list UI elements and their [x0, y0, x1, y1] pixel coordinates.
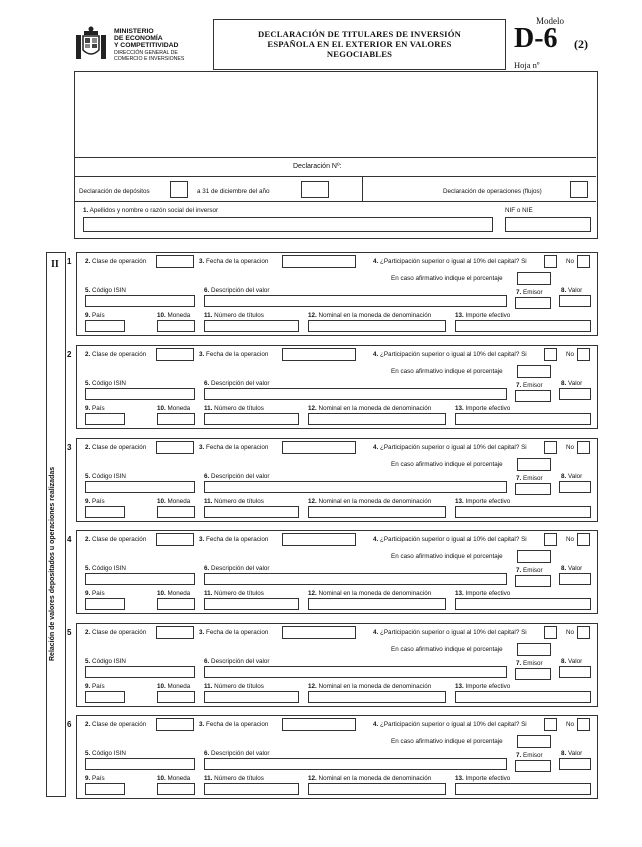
operation-block [76, 715, 598, 799]
emisor-label: Emisor [523, 567, 543, 574]
titulos-field[interactable] [204, 506, 299, 518]
field-number: 5. [85, 565, 91, 572]
isin-field[interactable] [85, 573, 195, 585]
porcentaje-label: En caso afirmativo indique el porcentaje [391, 461, 503, 468]
fecha-label: Fecha de la operacion [206, 258, 269, 265]
participacion-si-checkbox[interactable] [544, 348, 557, 361]
apellidos-label: Apellidos y nombre o razón social del inversor [89, 207, 219, 214]
valor-label: Valor [568, 565, 583, 572]
fecha-field[interactable] [282, 626, 356, 639]
emisor-field[interactable] [515, 760, 551, 772]
clase-label: Clase de operación [92, 351, 147, 358]
pais-field[interactable] [85, 506, 125, 518]
descripcion-field[interactable] [204, 666, 507, 678]
participacion-label: ¿Participación superior o igual al 10% del capital? Si [380, 444, 527, 451]
importe-field[interactable] [455, 506, 591, 518]
identification-section [74, 71, 598, 239]
nominal-label: Nominal en la moneda de denominación [318, 775, 432, 782]
moneda-field[interactable] [157, 320, 195, 332]
field-number: 12. [308, 405, 317, 412]
porcentaje-field[interactable] [517, 735, 551, 748]
participacion-si-checkbox[interactable] [544, 533, 557, 546]
descripcion-label: Descripción del valor [211, 380, 270, 387]
pais-field[interactable] [85, 413, 125, 425]
field-number: 9. [85, 405, 91, 412]
direccion-line-1: DIRECCIÓN GENERAL DE [114, 50, 178, 56]
titulos-label: Número de títulos [214, 312, 264, 319]
titulos-label: Número de títulos [214, 775, 264, 782]
participacion-no-checkbox[interactable] [577, 533, 590, 546]
isin-field[interactable] [85, 295, 195, 307]
ministry-line-2: DE ECONOMÍA [114, 35, 163, 42]
fecha-anio-label: a 31 de diciembre del año [197, 188, 270, 195]
participacion-no-label: No [566, 536, 575, 543]
titulos-label: Número de títulos [214, 405, 264, 412]
ministry-logo [72, 25, 110, 63]
participacion-no-label: No [566, 258, 575, 265]
field-number: 4. [373, 536, 379, 543]
field-number: 6. [204, 750, 210, 757]
fecha-label: Fecha de la operacion [206, 444, 269, 451]
field-number: 3. [199, 629, 205, 636]
field-number: 13. [455, 683, 464, 690]
field-number: 13. [455, 312, 464, 319]
form-title [214, 29, 505, 59]
porcentaje-field[interactable] [517, 643, 551, 656]
isin-label: Código ISIN [92, 473, 126, 480]
moneda-label: Moneda [167, 683, 191, 690]
field-number: 11. [204, 498, 213, 505]
pais-label: País [92, 498, 105, 505]
section-ii-sidebar [46, 252, 66, 797]
clase-label: Clase de operación [92, 629, 147, 636]
field-number: 5. [85, 750, 91, 757]
valor-field[interactable] [559, 388, 591, 400]
emisor-field[interactable] [515, 297, 551, 309]
titulos-field[interactable] [204, 413, 299, 425]
modelo-label: Modelo [536, 16, 564, 26]
field-number: 10. [157, 498, 166, 505]
pais-field[interactable] [85, 320, 125, 332]
field-number: 10. [157, 590, 166, 597]
titulos-field[interactable] [204, 598, 299, 610]
field-number: 13. [455, 498, 464, 505]
porcentaje-field[interactable] [517, 550, 551, 563]
descripcion-field[interactable] [204, 295, 507, 307]
operation-block [76, 345, 598, 429]
operation-number: 6 [67, 720, 72, 729]
clase-field[interactable] [156, 255, 194, 268]
nominal-label: Nominal en la moneda de denominación [318, 312, 432, 319]
participacion-no-label: No [566, 444, 575, 451]
field-number: 11. [204, 590, 213, 597]
field-number: 12. [308, 312, 317, 319]
porcentaje-label: En caso afirmativo indique el porcentaje [391, 738, 503, 745]
fecha-field[interactable] [282, 255, 356, 268]
importe-field[interactable] [455, 320, 591, 332]
field-number: 13. [455, 590, 464, 597]
modelo-sub: (2) [574, 37, 588, 51]
field-number: 9. [85, 775, 91, 782]
porcentaje-label: En caso afirmativo indique el porcentaje [391, 553, 503, 560]
isin-field[interactable] [85, 388, 195, 400]
pais-field[interactable] [85, 691, 125, 703]
isin-label: Código ISIN [92, 750, 126, 757]
valor-field[interactable] [559, 295, 591, 307]
descripcion-field[interactable] [204, 758, 507, 770]
titulos-field[interactable] [204, 320, 299, 332]
fecha-field[interactable] [282, 348, 356, 361]
emisor-label: Emisor [523, 475, 543, 482]
operation-number: 4 [67, 535, 72, 544]
field-number: 5. [85, 380, 91, 387]
field-number: 7. [516, 382, 522, 389]
operation-block [76, 438, 598, 522]
moneda-field[interactable] [157, 506, 195, 518]
clase-field[interactable] [156, 718, 194, 731]
pais-field[interactable] [85, 783, 125, 795]
pais-label: País [92, 683, 105, 690]
field-number: 2. [85, 721, 91, 728]
emisor-field[interactable] [515, 390, 551, 402]
moneda-label: Moneda [167, 312, 191, 319]
fecha-field[interactable] [282, 718, 356, 731]
descripcion-field[interactable] [204, 481, 507, 493]
fecha-field[interactable] [282, 533, 356, 546]
pais-label: País [92, 405, 105, 412]
field-number: 13. [455, 405, 464, 412]
operation-number: 5 [67, 628, 72, 637]
moneda-label: Moneda [167, 775, 191, 782]
field-number: 6. [204, 658, 210, 665]
section-ii-roman: II [51, 259, 59, 270]
field-number: 6. [204, 287, 210, 294]
operation-block [76, 623, 598, 707]
nif-field[interactable] [505, 217, 591, 232]
nif-label: NIF o NIE [505, 207, 533, 214]
field-number: 3. [199, 351, 205, 358]
operation-number: 1 [67, 257, 72, 266]
participacion-label: ¿Participación superior o igual al 10% del capital? Si [380, 258, 527, 265]
titulos-field[interactable] [204, 783, 299, 795]
fecha-label: Fecha de la operacion [206, 629, 269, 636]
ministry-name [114, 28, 178, 49]
importe-label: Importe efectivo [465, 312, 511, 319]
field-number: 10. [157, 405, 166, 412]
titulos-label: Número de títulos [214, 590, 264, 597]
valor-label: Valor [568, 473, 583, 480]
participacion-si-checkbox[interactable] [544, 718, 557, 731]
porcentaje-field[interactable] [517, 458, 551, 471]
participacion-no-label: No [566, 629, 575, 636]
field-number: 4. [373, 721, 379, 728]
isin-field[interactable] [85, 481, 195, 493]
nominal-label: Nominal en la moneda de denominación [318, 683, 432, 690]
participacion-no-checkbox[interactable] [577, 348, 590, 361]
nominal-label: Nominal en la moneda de denominación [318, 405, 432, 412]
field-number: 7. [516, 289, 522, 296]
nominal-label: Nominal en la moneda de denominación [318, 590, 432, 597]
field-number: 10. [157, 775, 166, 782]
descripcion-label: Descripción del valor [211, 750, 270, 757]
deposito-checkbox[interactable] [170, 181, 188, 198]
fecha-field[interactable] [282, 441, 356, 454]
porcentaje-label: En caso afirmativo indique el porcentaje [391, 275, 503, 282]
form-title-line-3: NEGOCIABLES [326, 49, 393, 59]
field-number: 12. [308, 590, 317, 597]
field-number: 2. [85, 351, 91, 358]
participacion-label: ¿Participación superior o igual al 10% del capital? Si [380, 721, 527, 728]
field-number: 9. [85, 590, 91, 597]
moneda-field[interactable] [157, 783, 195, 795]
field-number: 5. [85, 287, 91, 294]
field-number: 8. [561, 473, 567, 480]
isin-label: Código ISIN [92, 287, 126, 294]
section-ii-vertical-label: Relación de valores depositados u operaciones realizadas [49, 466, 56, 661]
ministry-line-1: MINISTERIO [114, 28, 154, 35]
field-number: 13. [455, 775, 464, 782]
titulos-label: Número de títulos [214, 683, 264, 690]
emisor-label: Emisor [523, 660, 543, 667]
field-number: 2. [85, 536, 91, 543]
coat-of-arms-icon [72, 25, 110, 63]
importe-field[interactable] [455, 783, 591, 795]
hoja-label: Hoja nº [514, 60, 540, 70]
emisor-label: Emisor [523, 382, 543, 389]
divider [75, 157, 596, 158]
field-number: 3. [199, 721, 205, 728]
operation-block [76, 530, 598, 614]
emisor-field[interactable] [515, 483, 551, 495]
field-number: 9. [85, 683, 91, 690]
clase-label: Clase de operación [92, 258, 147, 265]
fecha-label: Fecha de la operacion [206, 721, 269, 728]
deposito-label: Declaración de depósitos [79, 188, 150, 195]
participacion-si-checkbox[interactable] [544, 255, 557, 268]
valor-label: Valor [568, 380, 583, 387]
emisor-field[interactable] [515, 575, 551, 587]
participacion-no-checkbox[interactable] [577, 718, 590, 731]
descripcion-field[interactable] [204, 573, 507, 585]
nominal-label: Nominal en la moneda de denominación [318, 498, 432, 505]
field-number: 8. [561, 565, 567, 572]
descripcion-label: Descripción del valor [211, 473, 270, 480]
field-number: 7. [516, 660, 522, 667]
field-number: 8. [561, 380, 567, 387]
importe-label: Importe efectivo [465, 498, 511, 505]
titulos-field[interactable] [204, 691, 299, 703]
field-number: 3. [199, 444, 205, 451]
participacion-si-checkbox[interactable] [544, 626, 557, 639]
field-number: 8. [561, 287, 567, 294]
moneda-label: Moneda [167, 405, 191, 412]
form-title-line-1: DECLARACIÓN DE TITULARES DE INVERSIÓN [257, 29, 462, 39]
form-title-box [213, 19, 506, 70]
clase-field[interactable] [156, 626, 194, 639]
participacion-no-label: No [566, 721, 575, 728]
field-number: 7. [516, 475, 522, 482]
modelo-code: D-6 [514, 23, 558, 54]
field-number: 11. [204, 312, 213, 319]
isin-label: Código ISIN [92, 380, 126, 387]
field-number: 5. [85, 658, 91, 665]
field-number: 2. [85, 629, 91, 636]
operaciones-label: Declaración de operaciones (flujos) [443, 188, 542, 195]
clase-field[interactable] [156, 533, 194, 546]
isin-field[interactable] [85, 758, 195, 770]
clase-label: Clase de operación [92, 721, 147, 728]
importe-field[interactable] [455, 413, 591, 425]
nominal-field[interactable] [308, 413, 446, 425]
moneda-field[interactable] [157, 413, 195, 425]
pais-label: País [92, 590, 105, 597]
valor-field[interactable] [559, 666, 591, 678]
divider [75, 201, 596, 202]
clase-field[interactable] [156, 441, 194, 454]
field-number: 4. [373, 444, 379, 451]
valor-label: Valor [568, 287, 583, 294]
valor-field[interactable] [559, 573, 591, 585]
operaciones-checkbox[interactable] [570, 181, 588, 198]
emisor-label: Emisor [523, 752, 543, 759]
ministry-line-3: Y COMPETITIVIDAD [114, 42, 179, 49]
descripcion-label: Descripción del valor [211, 658, 270, 665]
operation-number: 2 [67, 350, 72, 359]
descripcion-label: Descripción del valor [211, 565, 270, 572]
descripcion-label: Descripción del valor [211, 287, 270, 294]
field-number: 7. [516, 752, 522, 759]
valor-field[interactable] [559, 758, 591, 770]
valor-label: Valor [568, 750, 583, 757]
pais-label: País [92, 775, 105, 782]
participacion-no-checkbox[interactable] [577, 626, 590, 639]
operation-number: 3 [67, 443, 72, 452]
field-number: 11. [204, 405, 213, 412]
moneda-field[interactable] [157, 691, 195, 703]
participacion-no-label: No [566, 351, 575, 358]
participacion-label: ¿Participación superior o igual al 10% del capital? Si [380, 536, 527, 543]
titulos-label: Número de títulos [214, 498, 264, 505]
valor-field[interactable] [559, 481, 591, 493]
isin-label: Código ISIN [92, 658, 126, 665]
nominal-field[interactable] [308, 320, 446, 332]
field-number: 4. [373, 258, 379, 265]
fecha-label: Fecha de la operacion [206, 351, 269, 358]
porcentaje-field[interactable] [517, 365, 551, 378]
participacion-label: ¿Participación superior o igual al 10% del capital? Si [380, 629, 527, 636]
operation-block [76, 252, 598, 336]
field-number: 7. [516, 567, 522, 574]
form-title-line-2: ESPAÑOLA EN EL EXTERIOR EN VALORES [267, 39, 452, 49]
importe-label: Importe efectivo [465, 775, 511, 782]
clase-field[interactable] [156, 348, 194, 361]
moneda-label: Moneda [167, 590, 191, 597]
field-number: 9. [85, 312, 91, 319]
field-number: 6. [204, 565, 210, 572]
participacion-no-checkbox[interactable] [577, 441, 590, 454]
clase-label: Clase de operación [92, 536, 147, 543]
field-number: 4. [373, 629, 379, 636]
year-field[interactable] [301, 181, 329, 198]
nominal-field[interactable] [308, 598, 446, 610]
field-number: 2. [85, 444, 91, 451]
importe-field[interactable] [455, 598, 591, 610]
importe-label: Importe efectivo [465, 683, 511, 690]
emisor-field[interactable] [515, 668, 551, 680]
importe-field[interactable] [455, 691, 591, 703]
field-number: 12. [308, 775, 317, 782]
valor-label: Valor [568, 658, 583, 665]
field-number: 11. [204, 683, 213, 690]
participacion-si-checkbox[interactable] [544, 441, 557, 454]
porcentaje-field[interactable] [517, 272, 551, 285]
field-number: 8. [561, 658, 567, 665]
fecha-label: Fecha de la operacion [206, 536, 269, 543]
importe-label: Importe efectivo [465, 590, 511, 597]
apellidos-field[interactable] [83, 217, 493, 232]
field-number: 3. [199, 258, 205, 265]
divider [75, 176, 596, 177]
field-number: 3. [199, 536, 205, 543]
divider [362, 176, 363, 201]
clase-label: Clase de operación [92, 444, 147, 451]
declaracion-n-label: Declaración Nº: [293, 163, 342, 170]
porcentaje-label: En caso afirmativo indique el porcentaje [391, 646, 503, 653]
isin-label: Código ISIN [92, 565, 126, 572]
direccion-line-2: COMERCIO E INVERSIONES [114, 56, 185, 62]
isin-field[interactable] [85, 666, 195, 678]
field-number: 1. [83, 207, 89, 214]
field-number: 10. [157, 683, 166, 690]
field-number: 11. [204, 775, 213, 782]
field-number: 6. [204, 380, 210, 387]
field-number: 6. [204, 473, 210, 480]
importe-label: Importe efectivo [465, 405, 511, 412]
field-number: 9. [85, 498, 91, 505]
nominal-field[interactable] [308, 691, 446, 703]
participacion-label: ¿Participación superior o igual al 10% del capital? Si [380, 351, 527, 358]
field-number: 2. [85, 258, 91, 265]
field-number: 5. [85, 473, 91, 480]
field-number: 12. [308, 498, 317, 505]
field-number: 12. [308, 683, 317, 690]
nominal-field[interactable] [308, 783, 446, 795]
field-number: 4. [373, 351, 379, 358]
field-number: 10. [157, 312, 166, 319]
pais-field[interactable] [85, 598, 125, 610]
pais-label: País [92, 312, 105, 319]
moneda-label: Moneda [167, 498, 191, 505]
moneda-field[interactable] [157, 598, 195, 610]
participacion-no-checkbox[interactable] [577, 255, 590, 268]
descripcion-field[interactable] [204, 388, 507, 400]
nominal-field[interactable] [308, 506, 446, 518]
emisor-label: Emisor [523, 289, 543, 296]
field-number: 8. [561, 750, 567, 757]
porcentaje-label: En caso afirmativo indique el porcentaje [391, 368, 503, 375]
direccion-general [114, 50, 184, 62]
